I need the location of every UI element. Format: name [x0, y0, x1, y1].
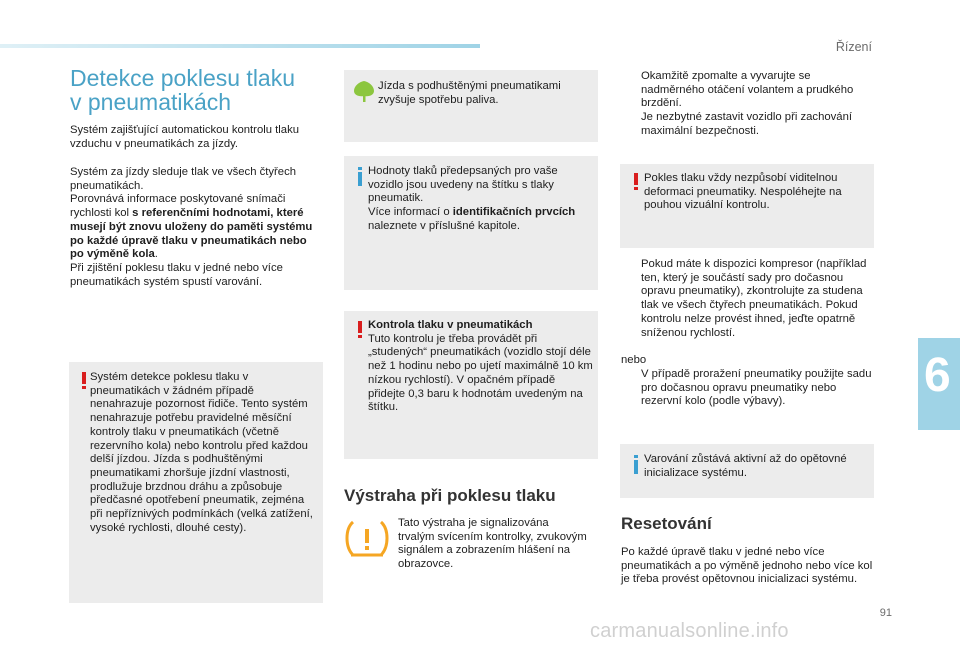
- action-list-3: [621, 368, 875, 409]
- list-item-text: Okamžitě zpomalte a vyvarujte se nadměrného otáčení volantem a prudkého brzdění.: [641, 70, 854, 110]
- warning-icon: [357, 321, 363, 338]
- warning-box-pressure-check: [344, 311, 598, 459]
- pressure-check-body: Tuto kontrolu je třeba provádět při „studených“ pneumatikách (vozidlo stojí déle než 1 hodinu nebo po ujetí maximálně 10 km nízkou rychlostí). V opačném případě přidejte 0,3 baru k hodnotám uvedeným na štítku.: [368, 332, 593, 414]
- info-text-bold: identifikačních prvcích: [452, 206, 576, 219]
- pressure-check-text: [368, 319, 594, 415]
- list-item: [621, 111, 875, 138]
- eco-text: Jízda s podhuštěnými pneumatikami zvyšuje spotřebu paliva.: [378, 80, 561, 106]
- system-desc-b: Porovnává informace poskytované snímači rychlosti kol: [70, 193, 286, 220]
- warning-box-driver-attention: [69, 362, 323, 603]
- system-desc-bold: s referenčními hodnotami, které musejí být znovu uloženy do paměti systému po každé úpravě tlaku v pneumatikách nebo po výměně kola: [70, 207, 313, 261]
- list-item: [621, 258, 877, 340]
- page-number: 91: [879, 607, 892, 619]
- section-heading-alert: Výstraha při poklesu tlaku: [344, 486, 556, 505]
- section-name: Řízení: [835, 40, 872, 54]
- info-text-c: naleznete v příslušné kapitole.: [368, 219, 520, 232]
- pressure-check-title: Kontrola tlaku v pneumatikách: [368, 319, 533, 331]
- page-title: [70, 66, 320, 114]
- title-line-1: Detekce poklesu tlaku: [70, 65, 296, 91]
- action-list-2: [621, 258, 877, 340]
- info-box-tire-label: [344, 156, 598, 290]
- section-heading-reset: Resetování: [621, 514, 712, 533]
- list-item-text: Je nezbytné zastavit vozidlo při zachování maximální bezpečnosti.: [641, 111, 852, 137]
- system-desc-c: .: [154, 248, 158, 261]
- list-item-text: Pokud máte k dispozici kompresor (například ten, který je součástí sady pro dočasnou opravu pneumatiky), zkontrolujte za studena tlak ve všech čtyřech pneumatikách. Pokud kontrolu nelze provést ihned, jeďte opatrně sníženou rychlostí.: [641, 258, 867, 339]
- info-text-a: Hodnoty tlaků předepsaných pro vaše vozidlo jsou uvedeny na štítku s tlaky pneumatik.: [368, 165, 558, 205]
- title-line-2: v pneumatikách: [70, 89, 232, 115]
- system-desc-d: Při zjištění poklesu tlaku v jedné nebo více pneumatikách systém spustí varování.: [70, 261, 283, 288]
- action-list-1: [621, 70, 875, 139]
- tire-pressure-alert-icon: [343, 519, 391, 561]
- chapter-number: 6: [924, 349, 951, 402]
- intro-paragraph: Systém zajišťující automatickou kontrolu tlaku vzduchu v pneumatikách za jízdy.: [70, 124, 300, 150]
- warning-text: Systém detekce poklesu tlaku v pneumatikách v žádném případě nenahrazuje pozornost řidiče. Tento systém nenahrazuje potřebu pravidelné měsíční kontroly tlaku v pneumatikách (včetně rezervního kola) nebo kontrolu před každou delší jízdou. Jízda s podhuštěnými pneumatikami zhoršuje jízdní vlastnosti, prodlužuje brzdnou dráhu a způsobuje předčasné opotřebení pneumatik, zejména při nepříznivých podmínkách (velká zatížení, vysoké rychlosti, dlouhé cesty).: [90, 371, 313, 534]
- list-item: [621, 70, 875, 111]
- visual-check-text: Pokles tlaku vždy nezpůsobí viditelnou deformaci pneumatiky. Nespoléhejte na pouhou vizuální kontrolu.: [644, 172, 842, 212]
- warning-icon: [81, 372, 87, 389]
- reset-description: Po každé úpravě tlaku v jedné nebo více pneumatikách a po výměně jednoho nebo více kol je třeba provést opětovnou inicializaci systému.: [621, 546, 873, 586]
- system-description: [70, 166, 322, 289]
- alert-description: Tato výstraha je signalizována trvalým svícením kontrolky, zvukovým signálem a zobrazením hlášení na obrazovce.: [398, 517, 587, 571]
- system-desc-a: Systém za jízdy sleduje tlak ve všech čtyřech pneumatikách.: [70, 166, 297, 192]
- info-box-warning-active: [620, 444, 874, 498]
- warning-box-visual-check: [620, 164, 874, 248]
- list-item: [621, 368, 875, 409]
- list-item-text: V případě proražení pneumatiky použijte sadu pro dočasnou opravu pneumatiky nebo rezervní kolo (podle výbavy).: [641, 368, 872, 408]
- header-accent-bar: [0, 44, 480, 48]
- or-separator: nebo: [621, 354, 647, 366]
- info-icon: [357, 167, 363, 186]
- watermark: carmanualsonline.info: [590, 620, 789, 642]
- eco-box: [344, 70, 598, 142]
- info-text-b: Více informací o: [368, 206, 453, 219]
- info-icon: [633, 455, 639, 474]
- eco-leaf-icon: [352, 79, 376, 103]
- info-text: [368, 165, 594, 234]
- warning-icon: [633, 173, 639, 190]
- warning-active-text: Varování zůstává aktivní až do opětovné inicializace systému.: [644, 453, 847, 479]
